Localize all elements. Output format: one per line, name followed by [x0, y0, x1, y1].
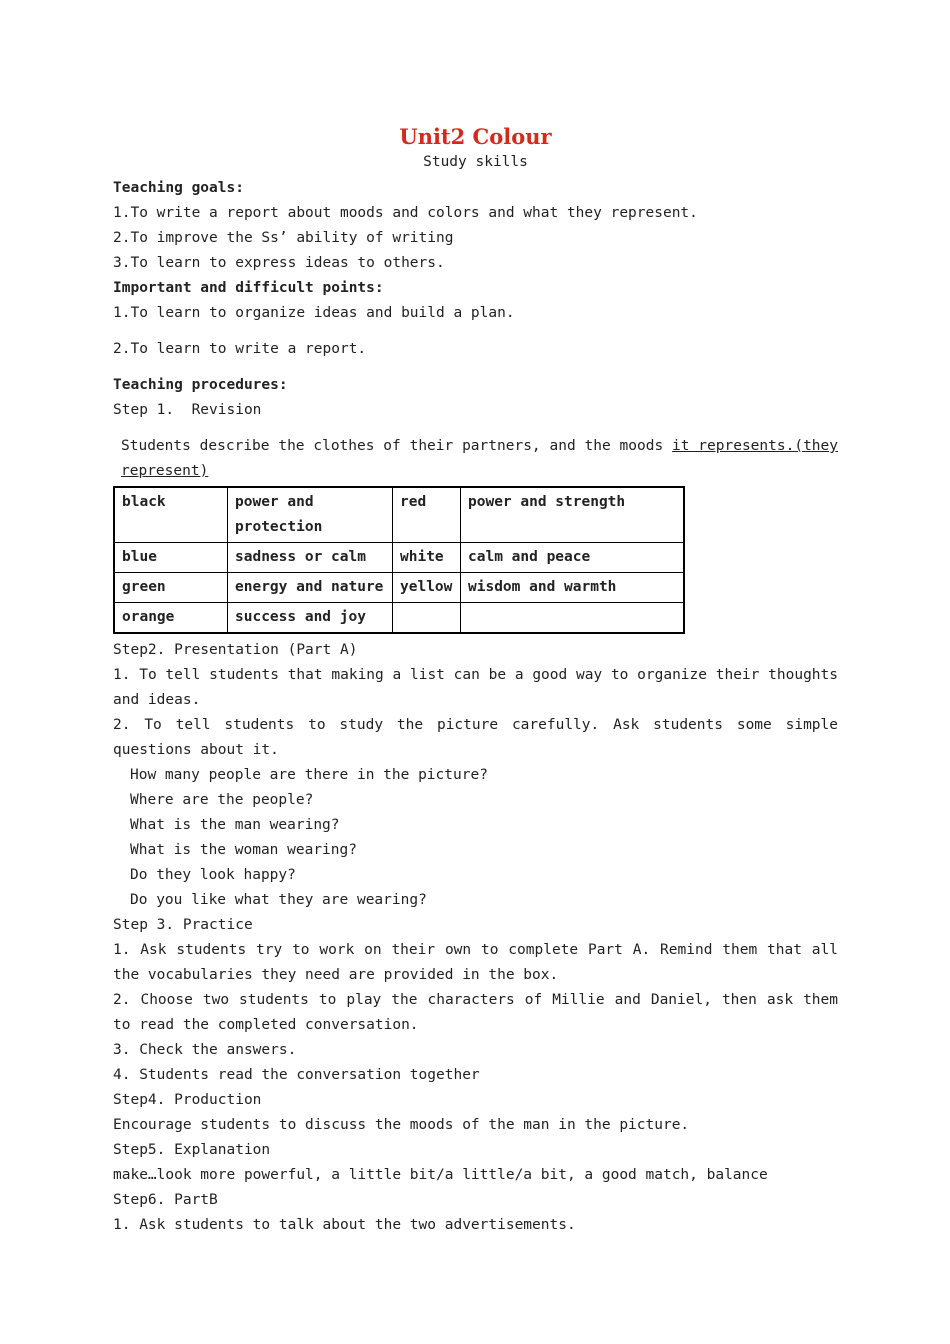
table-cell: sadness or calm — [228, 543, 393, 573]
step4-heading: Step4. Production — [113, 1092, 262, 1108]
question-item: Do they look happy? — [130, 867, 296, 883]
table-cell: blue — [114, 543, 228, 573]
question-item: How many people are there in the picture? — [130, 767, 488, 783]
table-row — [114, 603, 684, 634]
table-cell: calm and peace — [461, 543, 685, 573]
table-cell — [393, 603, 461, 634]
step3-heading: Step 3. Practice — [113, 917, 253, 933]
step6-heading: Step6. PartB — [113, 1192, 218, 1208]
teaching-goals-heading: Teaching goals: — [113, 180, 244, 196]
step3-item: 3. Check the answers. — [113, 1042, 297, 1058]
table-cell: red — [393, 487, 461, 543]
document-subtitle: Study skills — [423, 154, 528, 170]
table-row — [114, 487, 684, 543]
step2-item: 1. To tell students that making a list can be a good way to organize their thoughts and ideas. — [113, 667, 838, 708]
table-cell: white — [393, 543, 461, 573]
step3-item: 2. Choose two students to play the characters of Millie and Daniel, then ask them to read the completed conversation. — [113, 992, 838, 1033]
table-cell: energy and nature — [228, 573, 393, 603]
step1-text-plain: Students describe the clothes of their partners, and the moods — [121, 438, 673, 454]
document-page — [113, 122, 838, 1238]
step3-item: 4. Students read the conversation together — [113, 1067, 480, 1083]
step2-item: 2. To tell students to study the picture carefully. Ask students some simple questions about it. — [113, 717, 838, 758]
table-row — [114, 543, 684, 573]
step2-heading: Step2. Presentation (Part A) — [113, 642, 358, 658]
table-cell — [461, 603, 685, 634]
step3-item: 1. Ask students try to work on their own to complete Part A. Remind them that all the vocabularies they need are provided in the box. — [113, 942, 838, 983]
step1-text — [113, 434, 838, 484]
step4-text: Encourage students to discuss the moods of the man in the picture. — [113, 1117, 690, 1133]
step1-heading: Step 1. Revision — [113, 402, 262, 418]
question-item: What is the woman wearing? — [130, 842, 357, 858]
step5-text: make…look more powerful, a little bit/a little/a bit, a good match, balance — [113, 1167, 768, 1183]
question-item: Do you like what they are wearing? — [130, 892, 427, 908]
step1-text-underlined: it represents.(they represent) — [121, 438, 838, 479]
point-item: 2.To learn to write a report. — [113, 341, 367, 357]
teaching-procedures-heading: Teaching procedures: — [113, 377, 288, 393]
table-cell: green — [114, 573, 228, 603]
question-item: Where are the people? — [130, 792, 314, 808]
table-cell: orange — [114, 603, 228, 634]
point-item: 1.To learn to organize ideas and build a plan. — [113, 305, 515, 321]
colour-mood-table — [113, 486, 685, 634]
goal-item: 1.To write a report about moods and colors and what they represent. — [113, 205, 698, 221]
goal-item: 3.To learn to express ideas to others. — [113, 255, 445, 271]
table-cell: power and protection — [228, 487, 393, 543]
table-cell: wisdom and warmth — [461, 573, 685, 603]
document-title: Unit2 Colour — [399, 124, 552, 149]
table-cell: yellow — [393, 573, 461, 603]
goal-item: 2.To improve the Ss’ ability of writing — [113, 230, 454, 246]
table-cell: black — [114, 487, 228, 543]
step5-heading: Step5. Explanation — [113, 1142, 271, 1158]
difficult-points-heading: Important and difficult points: — [113, 280, 384, 296]
table-cell: power and strength — [461, 487, 685, 543]
step6-item: 1. Ask students to talk about the two advertisements. — [113, 1217, 576, 1233]
table-row — [114, 573, 684, 603]
question-item: What is the man wearing? — [130, 817, 340, 833]
table-cell: success and joy — [228, 603, 393, 634]
